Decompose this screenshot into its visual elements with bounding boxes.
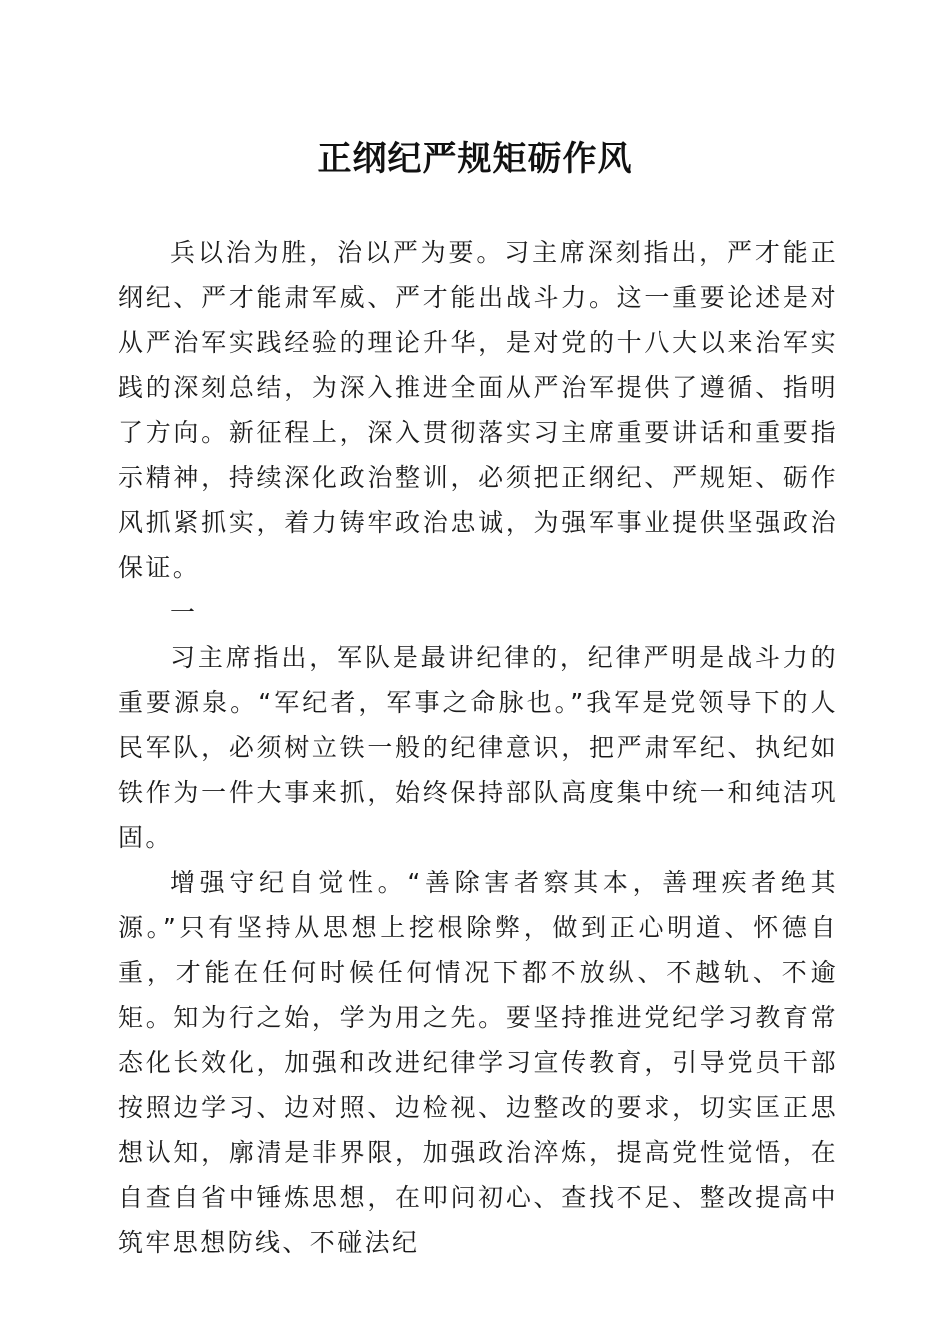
paragraph-self-discipline: 增强守纪自觉性。“善除害者察其本，善理疾者绝其源。”只有坚持从思想上挖根除弊，做到正心明道、怀德自重，才能在任何时候任何情况下都不放纵、不越轨、不逾矩。知为行之始，学为用之先。要坚持推进党纪学习教育常态化长效化，加强和改进纪律学习宣传教育，引导党员干部按照边学习、边对照、边检视、边整改的要求，切实匡正思想认知，廓清是非界限，加强政治淬炼，提高党性觉悟，在自查自省中锤炼思想，在叩问初心、查找不足、整改提高中筑牢思想防线、不碰法纪 [118, 868, 838, 1257]
paragraph-intro: 兵以治为胜，治以严为要。习主席深刻指出，严才能正纲纪、严才能肃军威、严才能出战斗力。这一重要论述是对从严治军实践经验的理论升华，是对党的十八大以来治军实践的深刻总结，为深入推进全面从严治军提供了遵循、指明了方向。新征程上，深入贯彻落实习主席重要讲话和重要指示精神，持续深化政治整训，必须把正纲纪、严规矩、砺作风抓紧抓实，着力铸牢政治忠诚，为强军事业提供坚强政治保证。 [118, 238, 838, 582]
document-title: 正纲纪严规矩砺作风 [317, 139, 633, 179]
paragraph-discipline: 习主席指出，军队是最讲纪律的，纪律严明是战斗力的重要源泉。“军纪者，军事之命脉也。”我军是党领导下的人民军队，必须树立铁一般的纪律意识，把严肃军纪、执纪如铁作为一件大事来抓，始终保持部队高度集中统一和纯洁巩固。 [118, 643, 838, 852]
section-heading-one: 一 [170, 598, 198, 627]
document-body [118, 230, 838, 1265]
